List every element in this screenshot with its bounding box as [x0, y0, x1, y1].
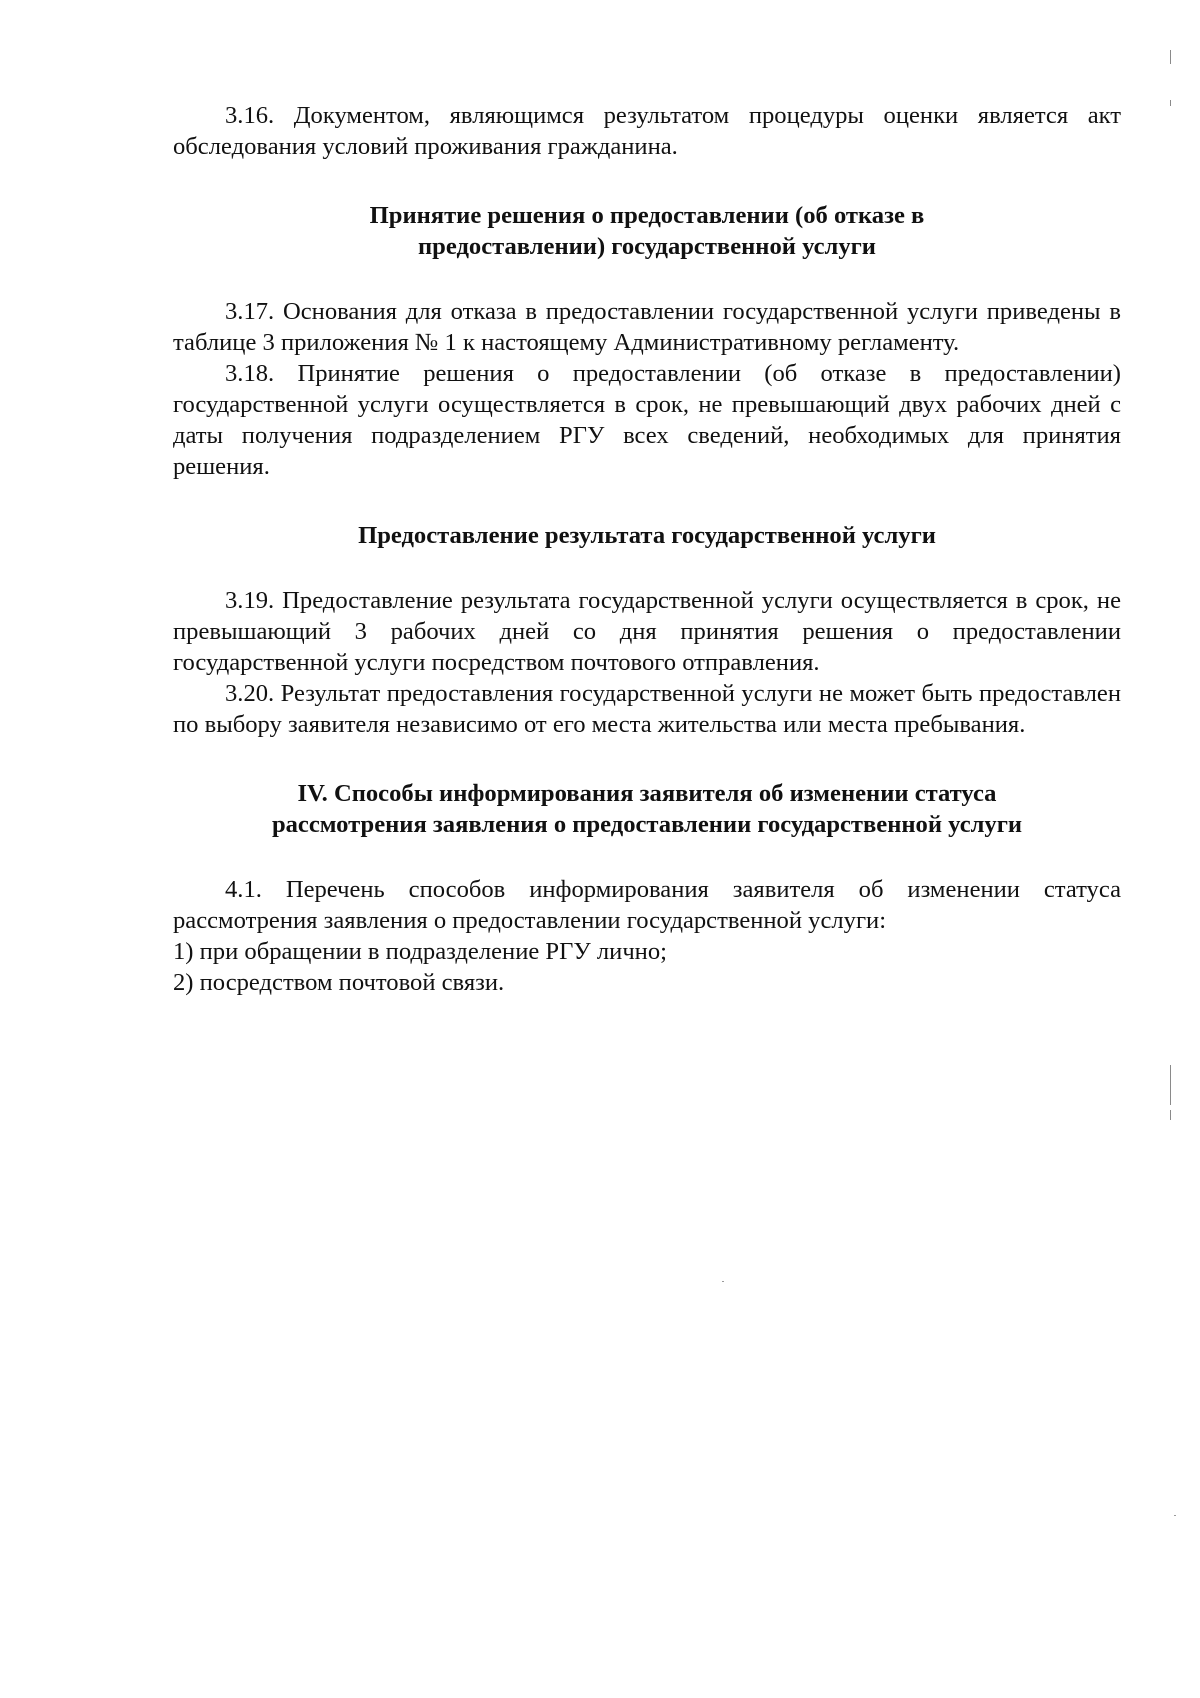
section-heading-iv — [173, 778, 1121, 840]
heading-iv-line-2: рассмотрения заявления о предоставлении государственной услуги — [271, 811, 1023, 838]
document-body — [173, 100, 1121, 998]
heading-result: Предоставление результата государственной услуги — [358, 522, 936, 549]
paragraph-3-20: 3.20. Результат предоставления государственной услуги не может быть предоставлен по выбору заявителя независимо от его места жительства или места пребывания. — [173, 680, 1121, 738]
paragraph-3-18: 3.18. Принятие решения о предоставлении (об отказе в предоставлении) государственной услуги осуществляется в срок, не превышающий двух рабочих дней с даты получения подразделением РГУ всех сведений, необходимых для принятия решения. — [173, 360, 1121, 480]
scan-dot — [722, 1281, 724, 1282]
heading-decision-line-2: предоставлении) государственной услуги — [418, 233, 876, 260]
scan-dot — [1174, 1515, 1176, 1516]
list-item-1: 1) при обращении в подразделение РГУ лично; — [173, 938, 667, 965]
list-item-2: 2) посредством почтовой связи. — [173, 969, 505, 996]
paragraph-4-1: 4.1. Перечень способов информирования заявителя об изменении статуса рассмотрения заявления о предоставлении государственной услуги: — [173, 876, 1121, 934]
heading-decision-line-1: Принятие решения о предоставлении (об отказе в — [369, 202, 925, 229]
paragraph-3-17: 3.17. Основания для отказа в предоставлении государственной услуги приведены в таблице 3 приложения № 1 к настоящему Административному регламенту. — [173, 298, 1121, 356]
scan-mark — [1170, 1110, 1171, 1120]
section-heading-result — [173, 520, 1121, 551]
scan-mark — [1170, 1065, 1171, 1105]
section-heading-decision — [173, 200, 1121, 262]
scan-mark — [1170, 100, 1171, 106]
heading-iv-line-1: IV. Способы информирования заявителя об изменении статуса — [297, 780, 997, 807]
scan-mark — [1170, 50, 1171, 64]
paragraph-3-16: 3.16. Документом, являющимся результатом процедуры оценки является акт обследования условий проживания гражданина. — [173, 102, 1121, 160]
paragraph-3-19: 3.19. Предоставление результата государственной услуги осуществляется в срок, не превышающий 3 рабочих дней со дня принятия решения о предоставлении государственной услуги посредством почтового отправления. — [173, 587, 1121, 676]
